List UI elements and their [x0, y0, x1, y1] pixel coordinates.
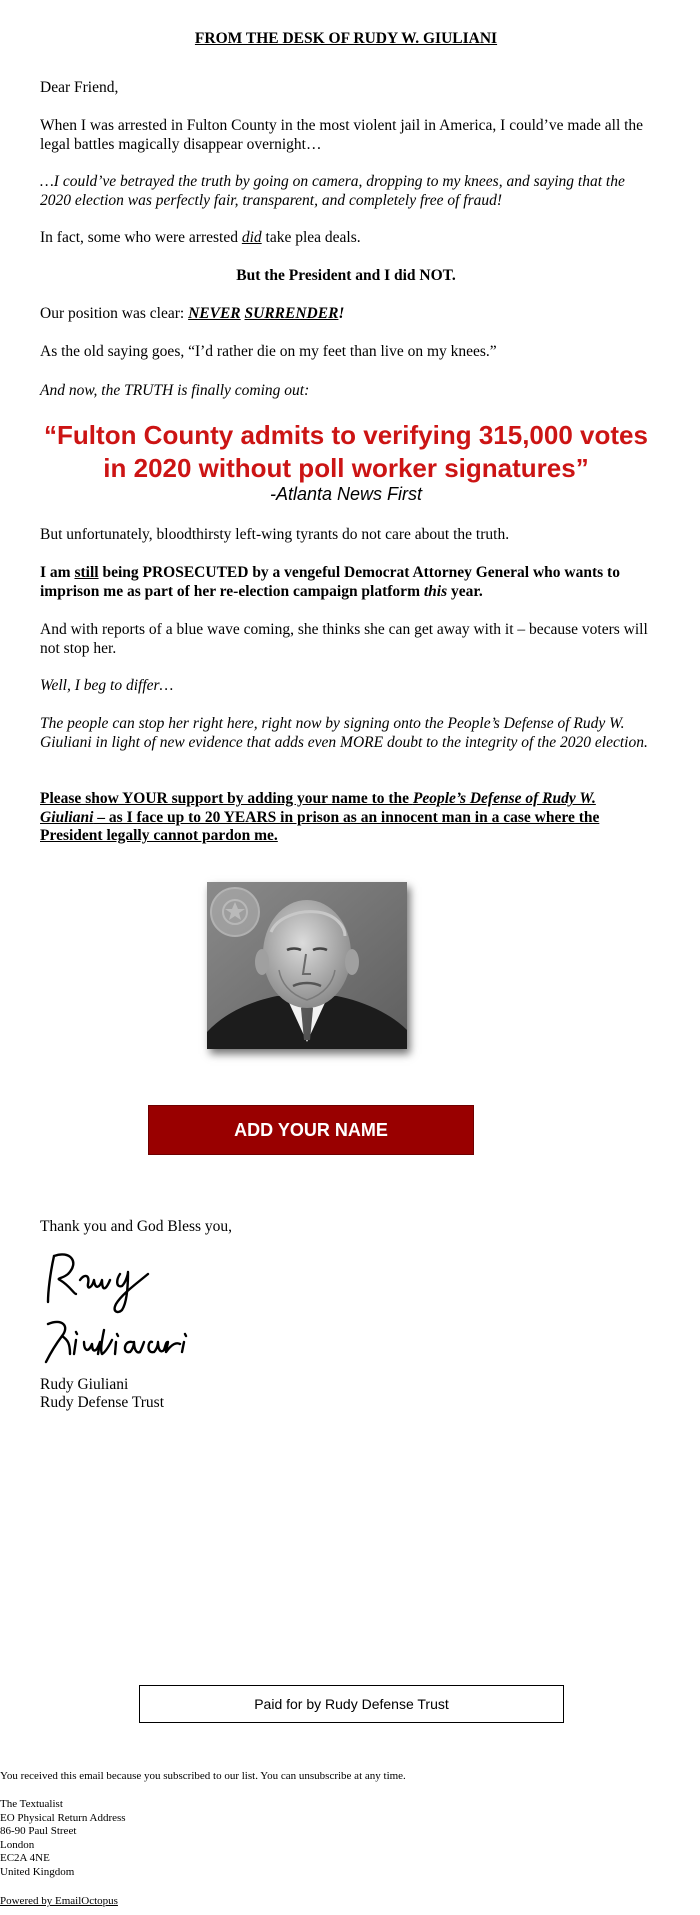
sheriff-badge-icon: [211, 888, 259, 936]
paragraph-did-not: But the President and I did NOT.: [236, 267, 456, 284]
emphasis-this: this: [423, 582, 448, 600]
address-line: EO Physical Return Address: [0, 1811, 126, 1824]
address-line: EC2A 4NE: [0, 1852, 50, 1864]
paragraph-arrest: When I was arrested in Fulton County in the most violent jail in America, I could’ve made all the legal battles magically disappear overnight…: [40, 117, 644, 153]
text-segment: I am: [40, 564, 75, 581]
mugshot-illustration: [207, 882, 407, 1049]
text-segment: Please show YOUR support by adding your name to the: [40, 790, 413, 807]
paragraph-blue-wave: And with reports of a blue wave coming, she thinks she can get away with it – because voters will not stop her.: [40, 621, 648, 657]
text-segment: !: [338, 305, 345, 322]
emphasis-peoples-defense: People’s Defense of Rudy W. Giuliani: [40, 790, 596, 826]
paragraph-prosecuted: [40, 564, 652, 601]
news-headline: “Fulton County admits to verifying 315,000 votes in 2020 without poll worker signatures”: [44, 420, 648, 483]
paragraph-saying: As the old saying goes, “I’d rather die on my feet than live on my knees.”: [40, 343, 497, 360]
support-call-link[interactable]: [40, 790, 652, 846]
paid-for-disclaimer: Paid for by Rudy Defense Trust: [139, 1685, 564, 1723]
emphasis-surrender: SURRENDER: [244, 305, 339, 322]
signer-name: Rudy Giuliani: [40, 1376, 129, 1393]
mugshot-photo: [207, 882, 407, 1049]
signature-image: [40, 1244, 200, 1374]
emphasis-still: still: [74, 564, 99, 581]
emphasis-never: NEVER: [188, 305, 241, 322]
text-segment: Our position was clear:: [40, 305, 189, 322]
address-line: 86-90 Paul Street: [0, 1825, 77, 1837]
paragraph-position: [40, 305, 652, 324]
text-segment: – as I face up to 20 YEARS in prison as an innocent man in a case where the President legally cannot pardon me.: [40, 808, 600, 844]
paragraph-tyrants: But unfortunately, bloodthirsty left-wing tyrants do not care about the truth.: [40, 526, 510, 543]
text-segment: being PROSECUTED by a vengeful Democrat Attorney General who wants to imprison me as part of her re-election campaign platform: [40, 564, 620, 600]
subscription-notice: You received this email because you subscribed to our list. You can unsubscribe at any time.: [0, 1770, 406, 1782]
add-your-name-button[interactable]: ADD YOUR NAME: [148, 1105, 474, 1155]
paragraph-betrayed: …I could’ve betrayed the truth by going on camera, dropping to my knees, and saying that the 2020 election was perfectly fair, transparent, and completely free of fraud!: [40, 173, 625, 209]
address-line: United Kingdom: [0, 1865, 75, 1878]
letter-header: FROM THE DESK OF RUDY W. GIULIANI: [194, 30, 498, 47]
signature-scribble: [40, 1244, 200, 1374]
signer-org: Rudy Defense Trust: [40, 1394, 165, 1411]
powered-by-link[interactable]: Powered by EmailOctopus: [0, 1895, 118, 1907]
emphasis-did: did: [241, 229, 262, 246]
text-segment: take plea deals.: [261, 229, 361, 246]
mailing-address: [0, 1798, 126, 1879]
paragraph-plea-deals: [40, 229, 652, 248]
paragraph-differ: Well, I beg to differ…: [40, 677, 174, 694]
paragraph-people-can-stop: The people can stop her right here, right now by signing onto the People’s Defense of Rudy W. Giuliani in light of new evidence that adds even MORE doubt to the integrity of the 2020 election.: [40, 715, 648, 751]
address-line: London: [0, 1838, 35, 1851]
text-segment: In fact, some who were arrested: [40, 229, 242, 246]
greeting: Dear Friend,: [40, 79, 119, 96]
news-source: -Atlanta News First: [269, 484, 423, 504]
address-line: The Textualist: [0, 1798, 63, 1810]
closing-line: Thank you and God Bless you,: [40, 1218, 233, 1235]
text-segment: year.: [447, 582, 483, 600]
paragraph-truth: And now, the TRUTH is finally coming out:: [40, 382, 310, 399]
